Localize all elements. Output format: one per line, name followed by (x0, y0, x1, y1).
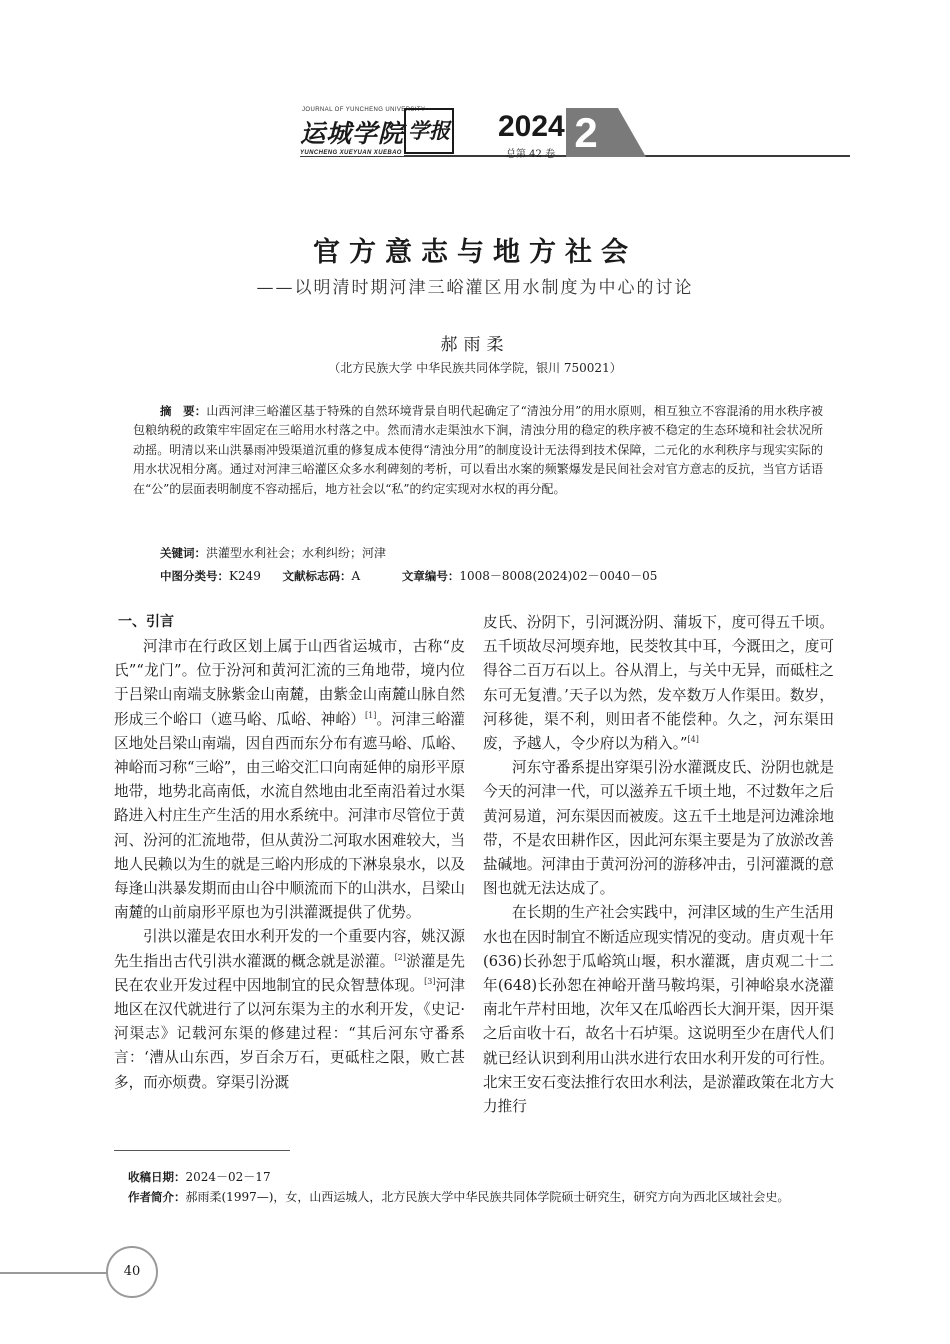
volume-label: 总第 42 卷 (506, 149, 556, 160)
citation: [3] (424, 976, 436, 986)
citation: [1] (365, 710, 377, 720)
footnote-rule (114, 1150, 290, 1151)
keywords-label: 关键词： (160, 546, 206, 560)
paragraph (114, 635, 465, 925)
footnote (114, 1168, 854, 1207)
issue-number: 2 (574, 109, 598, 156)
article-title: 官方意志与地方社会 (313, 237, 637, 268)
received-label: 收稿日期： (128, 1170, 186, 1184)
abstract-label: 摘 要： (160, 404, 207, 418)
classification-line (160, 567, 657, 584)
paragraph-text: 皮氏、汾阴下，引河溉汾阴、蒲坂下，度可得五千顷。五千顷故尽河堧弃地，民茭牧其中耳，今溉田之，度可得谷二百万石以上。谷从渭上，与关中无异，而砥柱之东可无复漕。’天子以为然，发卒数万人作渠田。数岁，河移徙，渠不利，则田者不能偿种。久之，河东渠田废，予越人，令少府以为稍入。” (483, 614, 834, 753)
article-no-value: 1008－8008(2024)02－0040－05 (459, 569, 658, 583)
article-no-label: 文章编号： (401, 569, 460, 583)
citation: [4] (687, 735, 699, 745)
paragraph-text: 。河津三峪灌区地处吕梁山南端，因自西而东分布有遮马峪、瓜峪、神峪而习称“三峪”，由三峪交汇口向南延伸的扇形平原地带，地势北高南低，水流自然地由北至南沿着过水渠路进入村庄生产生活的用水系统中。河津市尽管位于黄河、汾河的汇流地带，但从黄汾二河取水困难较大，当地人民赖以为生的就是三峪内形成的下淋泉泉水，以及每逢山洪暴发期而由山谷中顺流而下的山洪水，吕梁山南麓的山前扇形平原也为引洪灌溉提供了优势。 (114, 710, 465, 922)
abstract-text: 山西河津三峪灌区基于特殊的自然环境背景自明代起确定了“清浊分用”的用水原则，相互独立不容混淆的用水秩序被包粮纳税的政策牢牢固定在三峪用水村落之中。然而清水走渠浊水下涧，清浊分用的稳定的秩序被不稳定的生态环境和社会状况所动摇。明清以来山洪暴雨冲毁渠道沉重的修复成本使得“清浊分用”的制度设计无法得到技术保障，二元化的水利秩序与现实实际的用水状况相分离。通过对河津三峪灌区众多水利碑刻的考析，可以看出水案的频繁爆发是民间社会对官方意志的反抗，当官方话语在“公”的层面表明制度不容动摇后，地方社会以“私”的约定实现对水权的再分配。 (133, 404, 823, 496)
paragraph-text: 引洪以灌是农田水利开发的一个重要内容，姚汉源先生指出古代引洪水灌溉的概念就是淤灌。 (114, 928, 465, 970)
body-column-right (483, 611, 834, 1119)
author-name: 郝雨柔 (440, 335, 510, 355)
paragraph: 在长期的生产社会实践中，河津区域的生产生活用水也在因时制宜不断适应现实情况的变动。唐贞观十年(636)长孙恕于瓜峪筑山堰，积水灌溉，唐贞观二十二年(648)长孙恕在神峪开凿马鞍坞渠，引神峪泉水浇灌南北午芹村田地，次年又在瓜峪西长大涧开渠，因开渠之后亩收十石，故名十石垆渠。这说明至少在唐代人们就已经认识到利用山洪水进行农田水利开发的可行性。北宋王安石变法推行农田水利法，是淤灌政策在北方大力推行 (483, 904, 834, 1116)
doc-code-label: 文献标志码： (282, 569, 352, 583)
journal-english-name-bottom: YUNCHENG XUEYUAN XUEBAO (300, 150, 402, 156)
page-number-rule (0, 1272, 116, 1274)
body-column-left (114, 611, 465, 1095)
clc-value: K249 (229, 569, 261, 583)
author-bio-line (114, 1188, 854, 1208)
keywords-line (160, 544, 386, 561)
citation: [2] (394, 952, 406, 962)
paragraph (114, 925, 465, 1094)
doc-code-value: A (351, 569, 361, 583)
bio-label: 作者简介： (128, 1189, 186, 1204)
author-bio: 郝雨柔(1997—)，女，山西运城人，北方民族大学中华民族共同体学院硕士研究生，研究方向为西北区域社会史。 (185, 1189, 790, 1204)
keywords: 洪灌型水利社会；水利纠纷；河津 (206, 546, 387, 560)
abstract (133, 402, 823, 499)
journal-logo-box: 学报 (404, 108, 454, 154)
paragraph-text: 河津市在行政区划上属于山西省运城市，古称“皮氏”“龙门”。位于汾河和黄河汇流的三角地带，境内位于吕梁山南端支脉紫金山南麓，由紫金山南麓山脉自然形成三个峪口（遮马峪、瓜峪、神峪） (114, 638, 465, 728)
paragraph (483, 611, 834, 756)
section-heading: 一、引言 (118, 614, 174, 630)
paragraph-text: 河津地区在汉代就进行了以河东渠为主的水利开发，《史记·河渠志》记载河东渠的修建过程：“其后河东守番系言：‘漕从山东西，岁百余万石，更砥柱之限，败亡甚多，而亦烦费。穿渠引汾溉 (114, 976, 465, 1091)
journal-english-name-top: JOURNAL OF YUNCHENG UNIVERSITY (302, 107, 426, 113)
author-affiliation: （北方民族大学 中华民族共同体学院，银川 750021） (328, 361, 622, 375)
page-number: 40 (106, 1246, 158, 1298)
journal-logo-chinese: 运城学院 (300, 119, 405, 148)
clc-label: 中图分类号： (160, 569, 229, 583)
paragraph: 河东守番系提出穿渠引汾水灌溉皮氏、汾阴也就是今天的河津一代，可以滋养五千顷土地，不过数年之后黄河易道，河东渠因而被废。这五千土地是河边滩涂地带，不是农田耕作区，因此河东渠主要是为了放淤改善盐碱地。河津由于黄河汾河的游移冲击，引河灌溉的意图也就无法达成了。 (483, 759, 834, 898)
received-date-line (114, 1168, 854, 1188)
issue-year: 2024 (498, 110, 565, 143)
received-date: 2024－02－17 (185, 1170, 271, 1184)
paragraph-text: 淤灌是先民在农业开发过程中因地制宜的民众智慧体现。 (114, 952, 465, 994)
article-subtitle: ——以明清时期河津三峪灌区用水制度为中心的讨论 (256, 278, 694, 298)
